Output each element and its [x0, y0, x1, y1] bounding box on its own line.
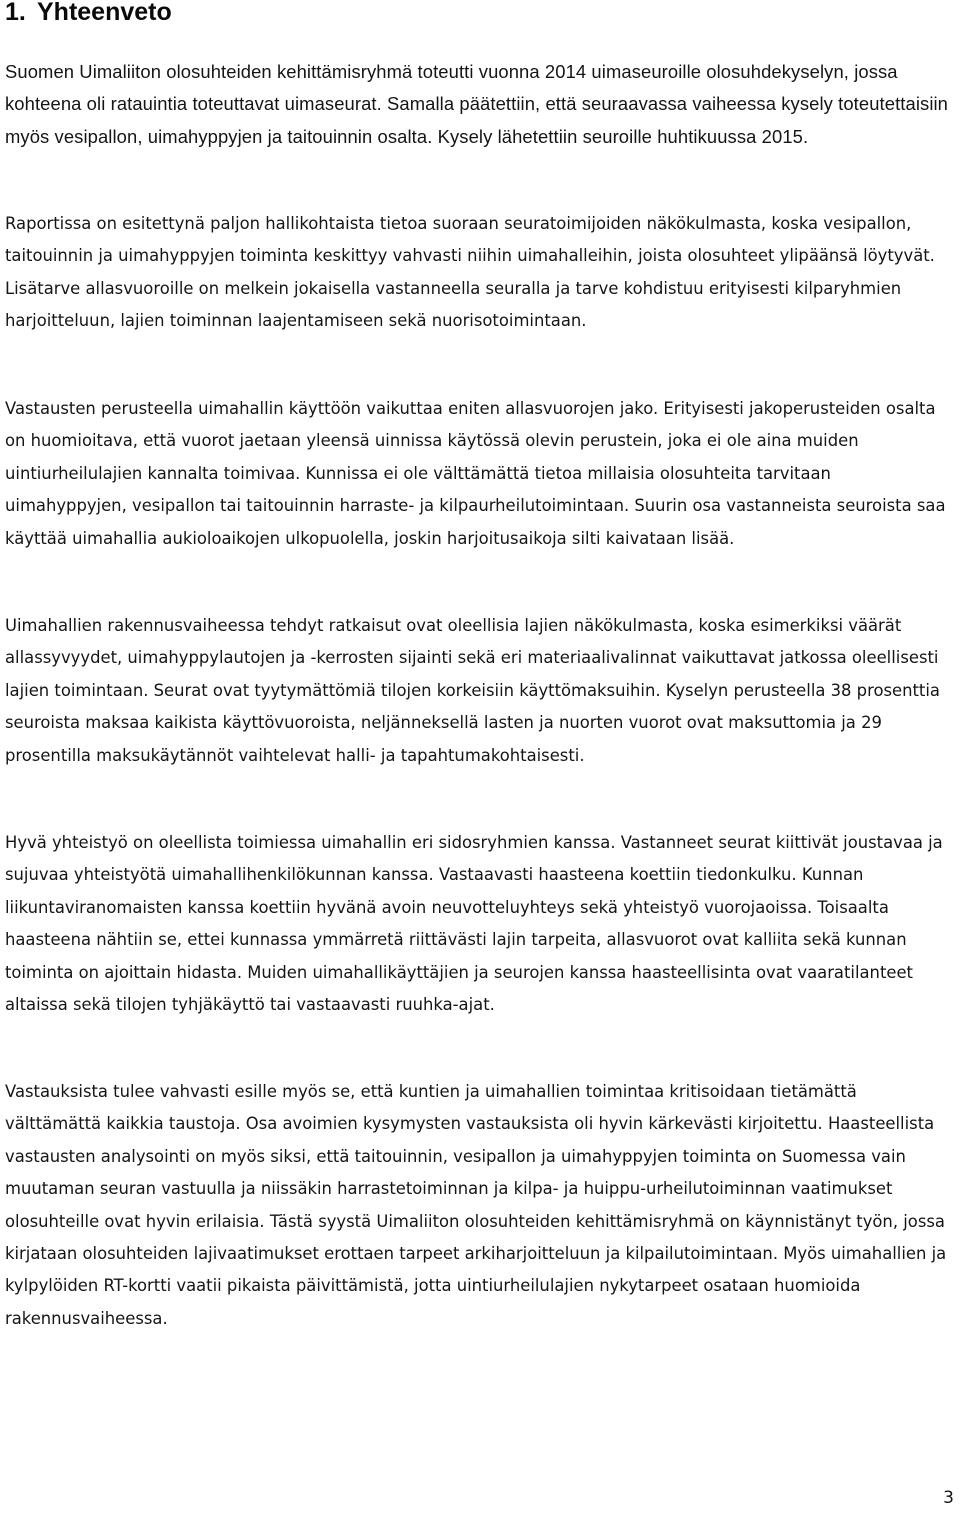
paragraph-intro: Suomen Uimaliiton olosuhteiden kehittämisryhmä toteutti vuonna 2014 uimaseuroille olosuhdekyselyn, jossa kohteena oli ratauintia toteuttavat uimaseurat. Samalla päätettiin, että seuraavassa vaiheessa kysely toteutettaisiin myös vesipallon, uimahyppyjen ja taitouinnin osalta. Kysely lähetettiin seuroille huhtikuussa 2015.: [5, 61, 949, 147]
paragraph-cooperation: Hyvä yhteistyö on oleellista toimiessa uimahallin eri sidosryhmien kanssa. Vastanneet seurat kiittivät joustavaa ja sujuvaa yhteistyötä uimahallihenkilökunnan kanssa. Vastaavasti haasteena koettiin tiedonkulku. Kunnan liikuntaviranomaisten kanssa koettiin hyvänä avoin neuvotteluyhteys sekä yhteistyö vuorojaoissa. Toisaalta haasteena nähtiin se, ettei kunnassa ymmärretä riittävästi lajin tarpeita, allasvuorot ovat kalliita sekä kunnan toiminta on ajoittain hidasta. Muiden uimahallikäyttäjien ja seurojen kanssa haasteellisinta ovat vaaratilanteet altaissa sekä tilojen tyhjäkäyttö tai vastaavasti ruuhka-ajat.: [5, 833, 943, 1015]
page-number: 3: [943, 1488, 954, 1508]
paragraph-report-content: Raportissa on esitettynä paljon hallikohtaista tietoa suoraan seuratoimijoiden näkökulmasta, koska vesipallon, taitouinnin ja uimahyppyjen toiminta keskittyy vahvasti niihin uimahalleihin, joista olosuhteet ylipäänsä löytyvät. Lisätarve allasvuoroille on melkein jokaisella vastanneella seuralla ja tarve kohdistuu erityisesti kilparyhmien harjoitteluun, lajien toiminnan laajentamiseen sekä nuorisotoimintaan.: [5, 214, 935, 331]
paragraph-conclusions: Vastauksista tulee vahvasti esille myös se, että kuntien ja uimahallien toimintaa kritisoidaan tietämättä välttämättä kaikkia taustoja. Osa avoimien kysymysten vastauksista oli hyvin kärkevästi kirjoitettu. Haasteellista vastausten analysointi on myös siksi, että taitouinnin, vesipallon ja uimahyppyjen toiminta on Suomessa vain muutaman seuran vastuulla ja niissäkin harrastetoiminnan ja kilpa- ja huippu-urheilutoiminnan vaatimukset olosuhteille ovat hyvin erilaisia. Tästä syystä Uimaliiton olosuhteiden kehittämisryhmä on käynnistänyt työn, jossa kirjataan olosuhteiden lajivaatimukset erottaen tarpeet arkiharjoitteluun ja kilpailutoimintaan. Myös uimahallien ja kylpylöiden RT-kortti vaatii pikaista päivittämistä, jotta uintiurheilulajien nykytarpeet osataan huomioida rakennusvaiheessa.: [5, 1082, 947, 1328]
section-number: 1.: [5, 0, 26, 26]
paragraph-pool-time-allocation: Vastausten perusteella uimahallin käyttöön vaikuttaa eniten allasvuorojen jako. Erityisesti jakoperusteiden osalta on huomioitava, että vuorot jaetaan yleensä uinnissa käytössä olevin perustein, joka ei ole aina muiden uintiurheilulajien kannalta toimivaa. Kunnissa ei ole välttämättä tietoa millaisia olosuhteita tarvitaan uimahyppyjen, vesipallon tai taitouinnin harraste- ja kilpaurheilutoimintaan. Suurin osa vastanneista seuroista saa käyttää uimahallia aukioloaikojen ulkopuolella, joskin harjoitusaikoja silti kaivataan lisää.: [5, 399, 946, 548]
paragraph-construction-and-fees: Uimahallien rakennusvaiheessa tehdyt ratkaisut ovat oleellisia lajien näkökulmasta, koska esimerkiksi väärät allassyvyydet, uimahyppylautojen ja -kerrosten sijainti sekä eri materiaalivalinnat vaikuttavat jatkossa oleellisesti lajien toimintaan. Seurat ovat tyytymättömiä tilojen korkeisiin käyttömaksuihin. Kyselyn perusteella 38 prosenttia seuroista maksaa kaikista käyttövuoroista, neljänneksellä lasten ja nuorten vuorot ovat maksuttomia ja 29 prosentilla maksukäytännöt vaihtelevat halli- ja tapahtumakohtaisesti.: [5, 616, 940, 765]
section-heading: [5, 0, 172, 32]
section-title: Yhteenveto: [37, 0, 172, 26]
